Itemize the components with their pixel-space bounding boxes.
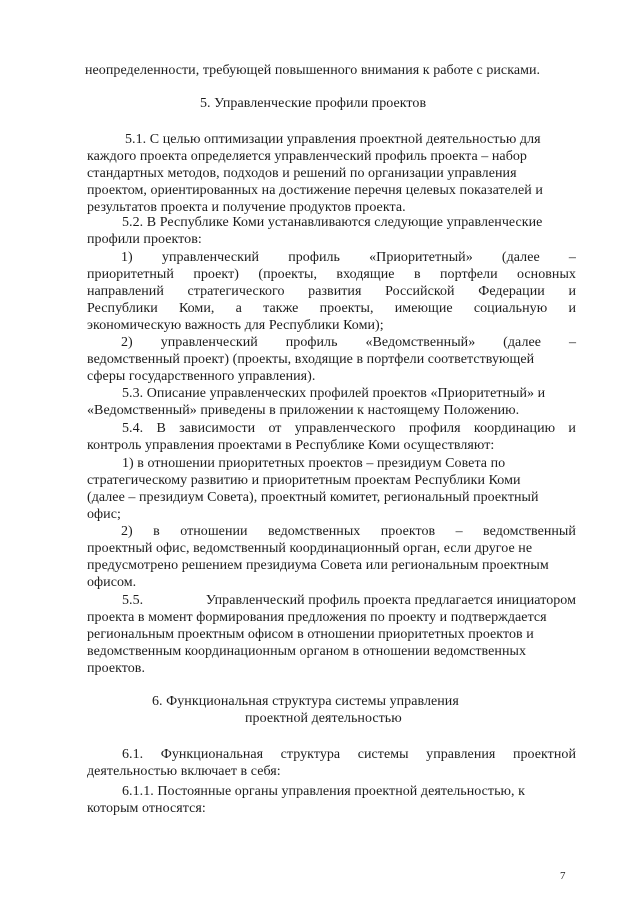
paragraph-5-5-line: региональным проектным офисом в отношении приоритетных проектов и: [87, 627, 534, 642]
list-item-2-line: ведомственный проект) (проекты, входящие в портфели соответствующей: [87, 352, 535, 367]
paragraph-5-1-line: проектом, ориентированных на достижение перечня целевых показателей и: [87, 183, 543, 198]
section-heading-5: 5. Управленческие профили проектов: [200, 96, 427, 111]
list-item-m1-line: офис;: [87, 507, 121, 522]
list-item-m1-line: стратегическому развитию и приоритетным проектам Республики Коми: [87, 473, 521, 488]
paragraph-5-5-line: 5.5. Управленческий профиль проекта предлагается инициатором: [122, 593, 576, 608]
section-heading-6: 6. Функциональная структура системы управления: [152, 694, 459, 709]
section-heading-6: проектной деятельностью: [245, 711, 402, 726]
list-item-m1-line: 1) в отношении приоритетных проектов – президиум Совета по: [122, 456, 506, 471]
list-item-1-line: направлений стратегического развития Российской Федерации и: [87, 284, 576, 299]
list-item-1-line: экономическую важность для Республики Коми);: [87, 318, 384, 333]
paragraph-5-5-line: проектов.: [87, 661, 145, 676]
list-item-m1-line: (далее – президиум Совета), проектный комитет, региональный проектный: [87, 490, 539, 505]
paragraph-6-1-line: 6.1. Функциональная структура системы управления проектной: [122, 747, 576, 762]
list-item-m2-line: проектный офис, ведомственный координационный орган, если другое не: [87, 541, 533, 556]
paragraph-5-5-line: ведомственным координационным органом в отношении ведомственных: [87, 644, 526, 659]
paragraph-6-1-1-line: 6.1.1. Постоянные органы управления проектной деятельностью, к: [122, 784, 525, 799]
list-item-1-line: приоритетный проект) (проекты, входящие в портфели основных: [87, 267, 576, 282]
list-item-m2-line: офисом.: [87, 575, 137, 590]
list-item-1-line: 1) управленческий профиль «Приоритетный» (далее –: [121, 250, 576, 265]
paragraph-5-1-line: каждого проекта определяется управленческий профиль проекта – набор: [87, 149, 527, 164]
list-item-2-line: сферы государственного управления).: [87, 369, 316, 384]
list-item-m2-line: 2) в отношении ведомственных проектов – ведомственный: [121, 524, 576, 539]
list-item-2-line: 2) управленческий профиль «Ведомственный» (далее –: [121, 335, 576, 350]
page-number: 7: [560, 870, 566, 882]
paragraph-6-1-1-line: которым относятся:: [87, 801, 206, 816]
paragraph-5-4-line: контроль управления проектами в Республике Коми осуществляют:: [87, 438, 495, 453]
paragraph-5-1-line: стандартных методов, подходов и решений по организации управления: [87, 166, 517, 181]
paragraph-5-1-line: 5.1. С целью оптимизации управления проектной деятельностью для: [125, 132, 541, 147]
paragraph-5-2-line: профили проектов:: [87, 232, 202, 247]
paragraph-5-5-line: проекта в момент формирования предложения по проекту и подтверждается: [87, 610, 547, 625]
paragraph-5-2-line: 5.2. В Республике Коми устанавливаются следующие управленческие: [122, 215, 543, 230]
list-item-m2-line: предусмотрено решением президиума Совета или региональным проектным: [87, 558, 549, 573]
paragraph-6-1-line: деятельностью включает в себя:: [87, 764, 281, 779]
paragraph-5-3-line: «Ведомственный» приведены в приложении к настоящему Положению.: [87, 403, 520, 418]
text-line: неопределенности, требующей повышенного внимания к работе с рисками.: [85, 63, 541, 78]
paragraph-5-1-line: результатов проекта и получение продуктов проекта.: [87, 200, 406, 215]
list-item-1-line: Республики Коми, а также проекты, имеющие социальную и: [87, 301, 576, 316]
paragraph-5-4-line: 5.4. В зависимости от управленческого профиля координацию и: [122, 421, 576, 436]
paragraph-5-3-line: 5.3. Описание управленческих профилей проектов «Приоритетный» и: [122, 386, 546, 401]
